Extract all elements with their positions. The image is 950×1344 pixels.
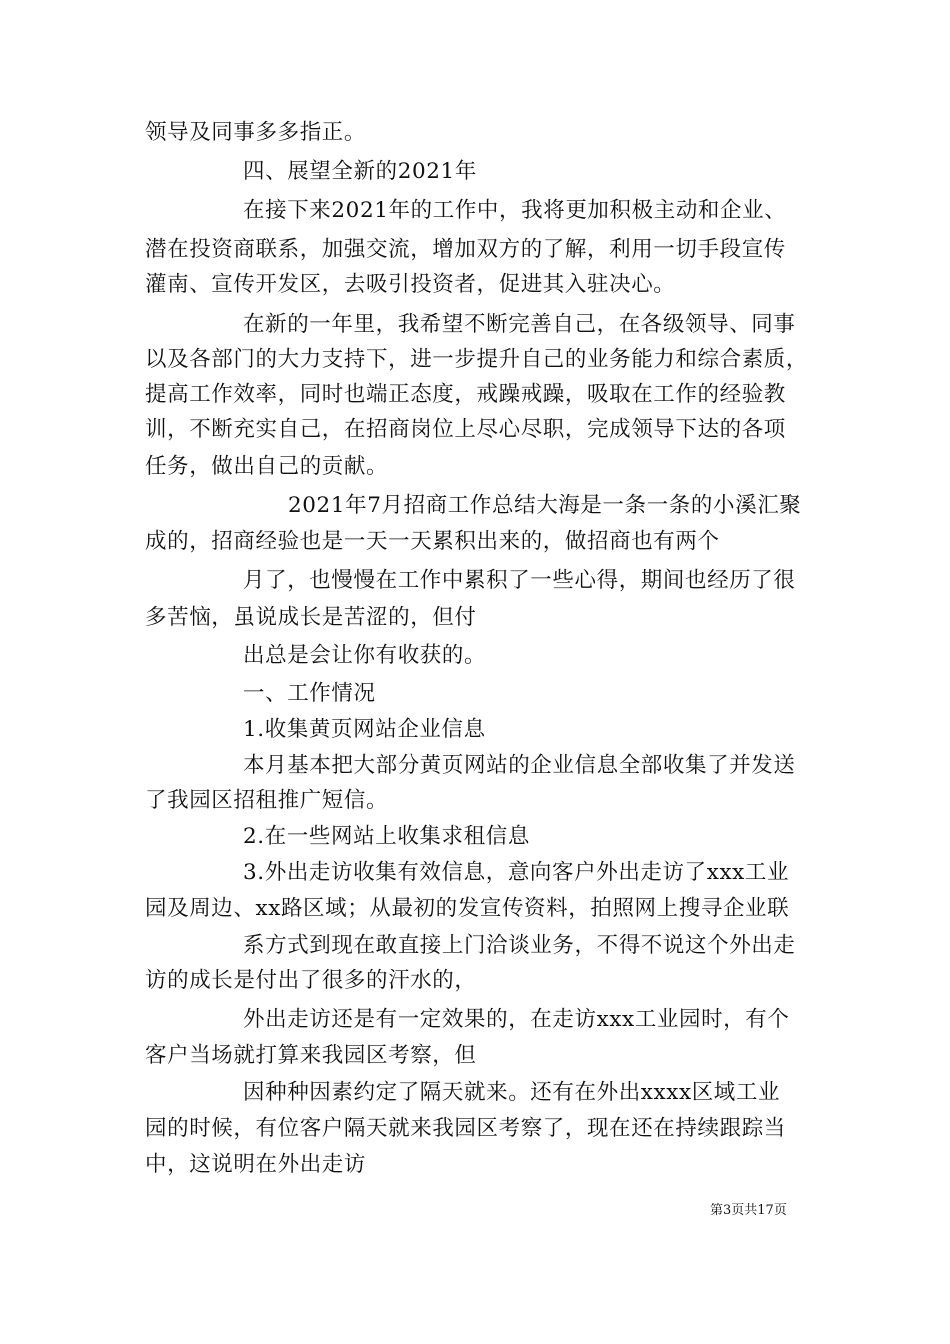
text-line: 潜在投资商联系，加强交流，增加双方的了解，利用一切手段宣传 xyxy=(145,237,786,262)
page-number: 第3页共17页 xyxy=(710,1203,787,1218)
section-heading: 四、展望全新的2021年 xyxy=(243,159,477,184)
text-line: 训，不断充实自己，在招商岗位上尽心尽职，完成领导下达的各项 xyxy=(145,417,786,442)
text-line: 在新的一年里，我希望不断完善自己，在各级领导、同事 xyxy=(243,312,796,337)
text-line: 系方式到现在敢直接上门洽谈业务，不得不说这个外出走 xyxy=(243,933,796,958)
text-line: 灌南、宣传开发区，去吸引投资者，促进其入驻决心。 xyxy=(145,272,676,297)
text-line: 以及各部门的大力支持下，进一步提升自己的业务能力和综合素质， xyxy=(145,347,809,372)
text-line: 领导及同事多多指正。 xyxy=(145,120,367,145)
text-line: 访的成长是付出了很多的汗水的， xyxy=(145,968,477,993)
text-line: 客户当场就打算来我园区考察，但 xyxy=(145,1043,477,1068)
text-line: 任务，做出自己的贡献。 xyxy=(145,454,389,479)
text-line: 月了，也慢慢在工作中累积了一些心得，期间也经历了很 xyxy=(243,568,796,593)
subheading: 2.在一些网站上收集求租信息 xyxy=(243,824,530,849)
text-line: 了我园区招租推广短信。 xyxy=(145,788,389,813)
text-line: 多苦恼，虽说成长是苦涩的，但付 xyxy=(145,605,477,630)
text-line: 3.外出走访收集有效信息，意向客户外出走访了xxx工业 xyxy=(243,860,790,885)
text-line: 外出走访还是有一定效果的，在走访xxx工业园时，有个 xyxy=(243,1007,790,1032)
text-line: 2021年7月招商工作总结大海是一条一条的小溪汇聚 xyxy=(288,493,802,518)
section-heading: 一、工作情况 xyxy=(243,681,376,706)
text-line: 成的，招商经验也是一天一天累积出来的，做招商也有两个 xyxy=(145,529,720,554)
text-line: 出总是会让你有收获的。 xyxy=(243,643,487,668)
text-line: 因种种因素约定了隔天就来。还有在外出xxxx区域工业 xyxy=(243,1080,781,1105)
text-line: 提高工作效率，同时也端正态度，戒躁戒躁，吸取在工作的经验教 xyxy=(145,382,786,407)
subheading: 1.收集黄页网站企业信息 xyxy=(243,717,486,742)
text-line: 在接下来2021年的工作中，我将更加积极主动和企业、 xyxy=(243,198,787,223)
text-line: 园及周边、xx路区域；从最初的发宣传资料，拍照网上搜寻企业联 xyxy=(145,896,790,921)
text-line: 园的时候，有位客户隔天就来我园区考察了，现在还在持续跟踪当 xyxy=(145,1116,786,1141)
text-line: 中，这说明在外出走访 xyxy=(145,1152,367,1177)
text-line: 本月基本把大部分黄页网站的企业信息全部收集了并发送 xyxy=(243,753,796,778)
